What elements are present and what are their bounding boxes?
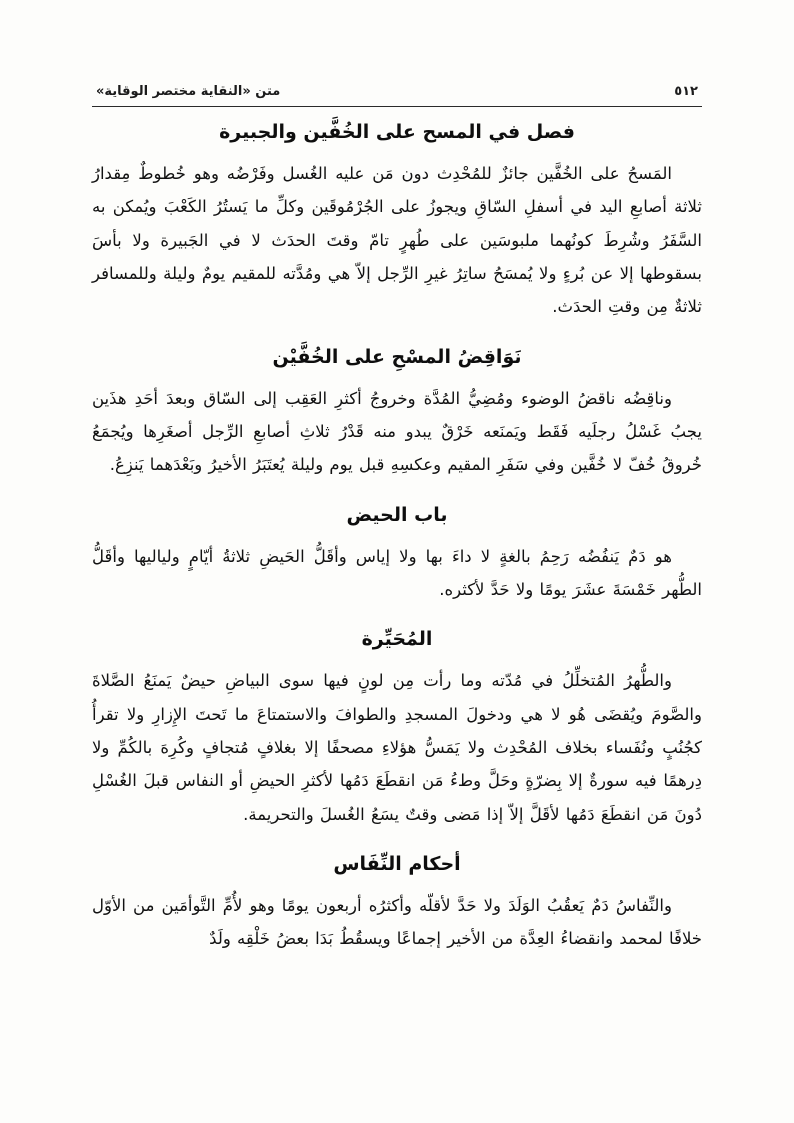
section-heading: فصل في المسح على الخُفَّين والجبيرة — [219, 121, 575, 143]
section-ahkam-alnifas — [92, 853, 702, 956]
section-heading: باب الحيض — [346, 503, 448, 526]
section-paragraph: والطُّهرُ المُتخلِّلُ في مُدّته وما رأت مِن لونٍ فيها سوى البياضِ حيضٌ يَمنَعُ الصَّلاةَ والصَّومَ ويُقضَى هُو لا هي ودخولَ المسجدِ والطوافَ والاستمتاعَ ما تَحتَ الإِزارِ ولا تقرأُ كجُنُبٍ ونُفَساء بخلاف المُحْدِث ولا يَمَسُّ هؤلاءِ مصحفًا إلا بغلافٍ مُتجافٍ وكُرِهَ بالكُمِّ ولا دِرهمًا فيه سورةٌ إلا بِضرّةٍ وحَلَّ وطءُ مَن انقطَعَ دَمُها لأكثرِ الحيضِ أو النفاس قبلَ الغُسْلِ دُونَ مَن انقطَعَ دَمُها لأقَلَّ إلاّ إذا مَضى وقتٌ يسَعُ الغُسلَ والتحريمة. — [92, 671, 702, 824]
section-paragraph: هو دَمٌ يَنفُضُه رَحِمُ بالغةٍ لا داءَ بها ولا إياس وأقَلُّ الحَيضِ ثلاثةُ أيّامٍ ولياليها وأقَلُّ الطُّهر خَمْسَةَ عشَرَ يومًا ولا حَدَّ لأكثره. — [92, 546, 702, 599]
section-paragraph: والنِّفاسُ دَمٌ يَعقُبُ الوَلَدَ ولا حَدَّ لأقلّه وأكثرُه أربعون يومًا وهو لأُمِّ التَّوأمَين من الأوّل خلافًا لمحمد وانقضاءُ العِدَّة من الأخير إجماعًا ويسقُطُ بَدَا بعضُ خَلْقِه ولَدٌ — [92, 895, 702, 949]
section-heading: أحكام النِّفَاس — [333, 852, 461, 875]
section-paragraph: المَسحُ على الخُفَّين جائزٌ للمُحْدِث دون مَن عليه الغُسل وفَرْضُه وهو خُطوطٌ مِقدارُ ثلاثة أصابعِ اليد في أسفلِ السّاقِ ويجوزُ على الجُرْمُوقَين وكلِّ ما يَستُرُ الكَعْبَ ويُمكن به السَّفَرُ وشُرِطَ كونُهما ملبوسَين على طُهرٍ تامّ وقتَ الحدَث لا في الجَبيرة ولا بأسَ بسقوطها إلا عن بُرءٍ ولا يُمسَحُ ساتِرُ غيرِ الرِّجل إلاّ هي ومُدَّته للمقيم يومٌ وليلة وللمسافر ثلاثةٌ مِن وقتِ الحدَث. — [92, 164, 702, 317]
header-rule — [92, 106, 702, 107]
section-mash-khuffayn — [92, 121, 702, 324]
book-title: متن «النقاية مختصر الوقاية» — [96, 84, 281, 99]
section-heading: نَوَاقِضُ المسْحِ على الخُفَّيْن — [272, 345, 522, 368]
section-paragraph: وناقِضُه ناقضُ الوضوء ومُضِيُّ المُدَّة وخروجُ أكثرِ العَقِب إلى السّاق وبعدَ أحَدِ هذَين يجبُ غَسْلُ رجلَيه فَقَط ويَمنَعه خَرْقٌ يبدو منه قَدْرُ ثلاثِ أصابعِ الرِّجل أصغَرِها ويُجمَعُ خُروقُ خُفّ لا خُفَّين وفي سَفَرِ المقيم وعكسِهِ قبل يوم وليلة يُعتَبَرُ الأخيرُ وبَعْدَهما يَنزِعُ. — [92, 388, 702, 475]
section-heading: المُحَيِّرة — [361, 628, 433, 651]
section-muhayyira — [92, 628, 702, 831]
section-nawaqid-mash — [92, 346, 702, 482]
running-header — [92, 84, 702, 106]
page-number: ٥١٢ — [674, 84, 698, 99]
section-bab-alhayd — [92, 504, 702, 607]
